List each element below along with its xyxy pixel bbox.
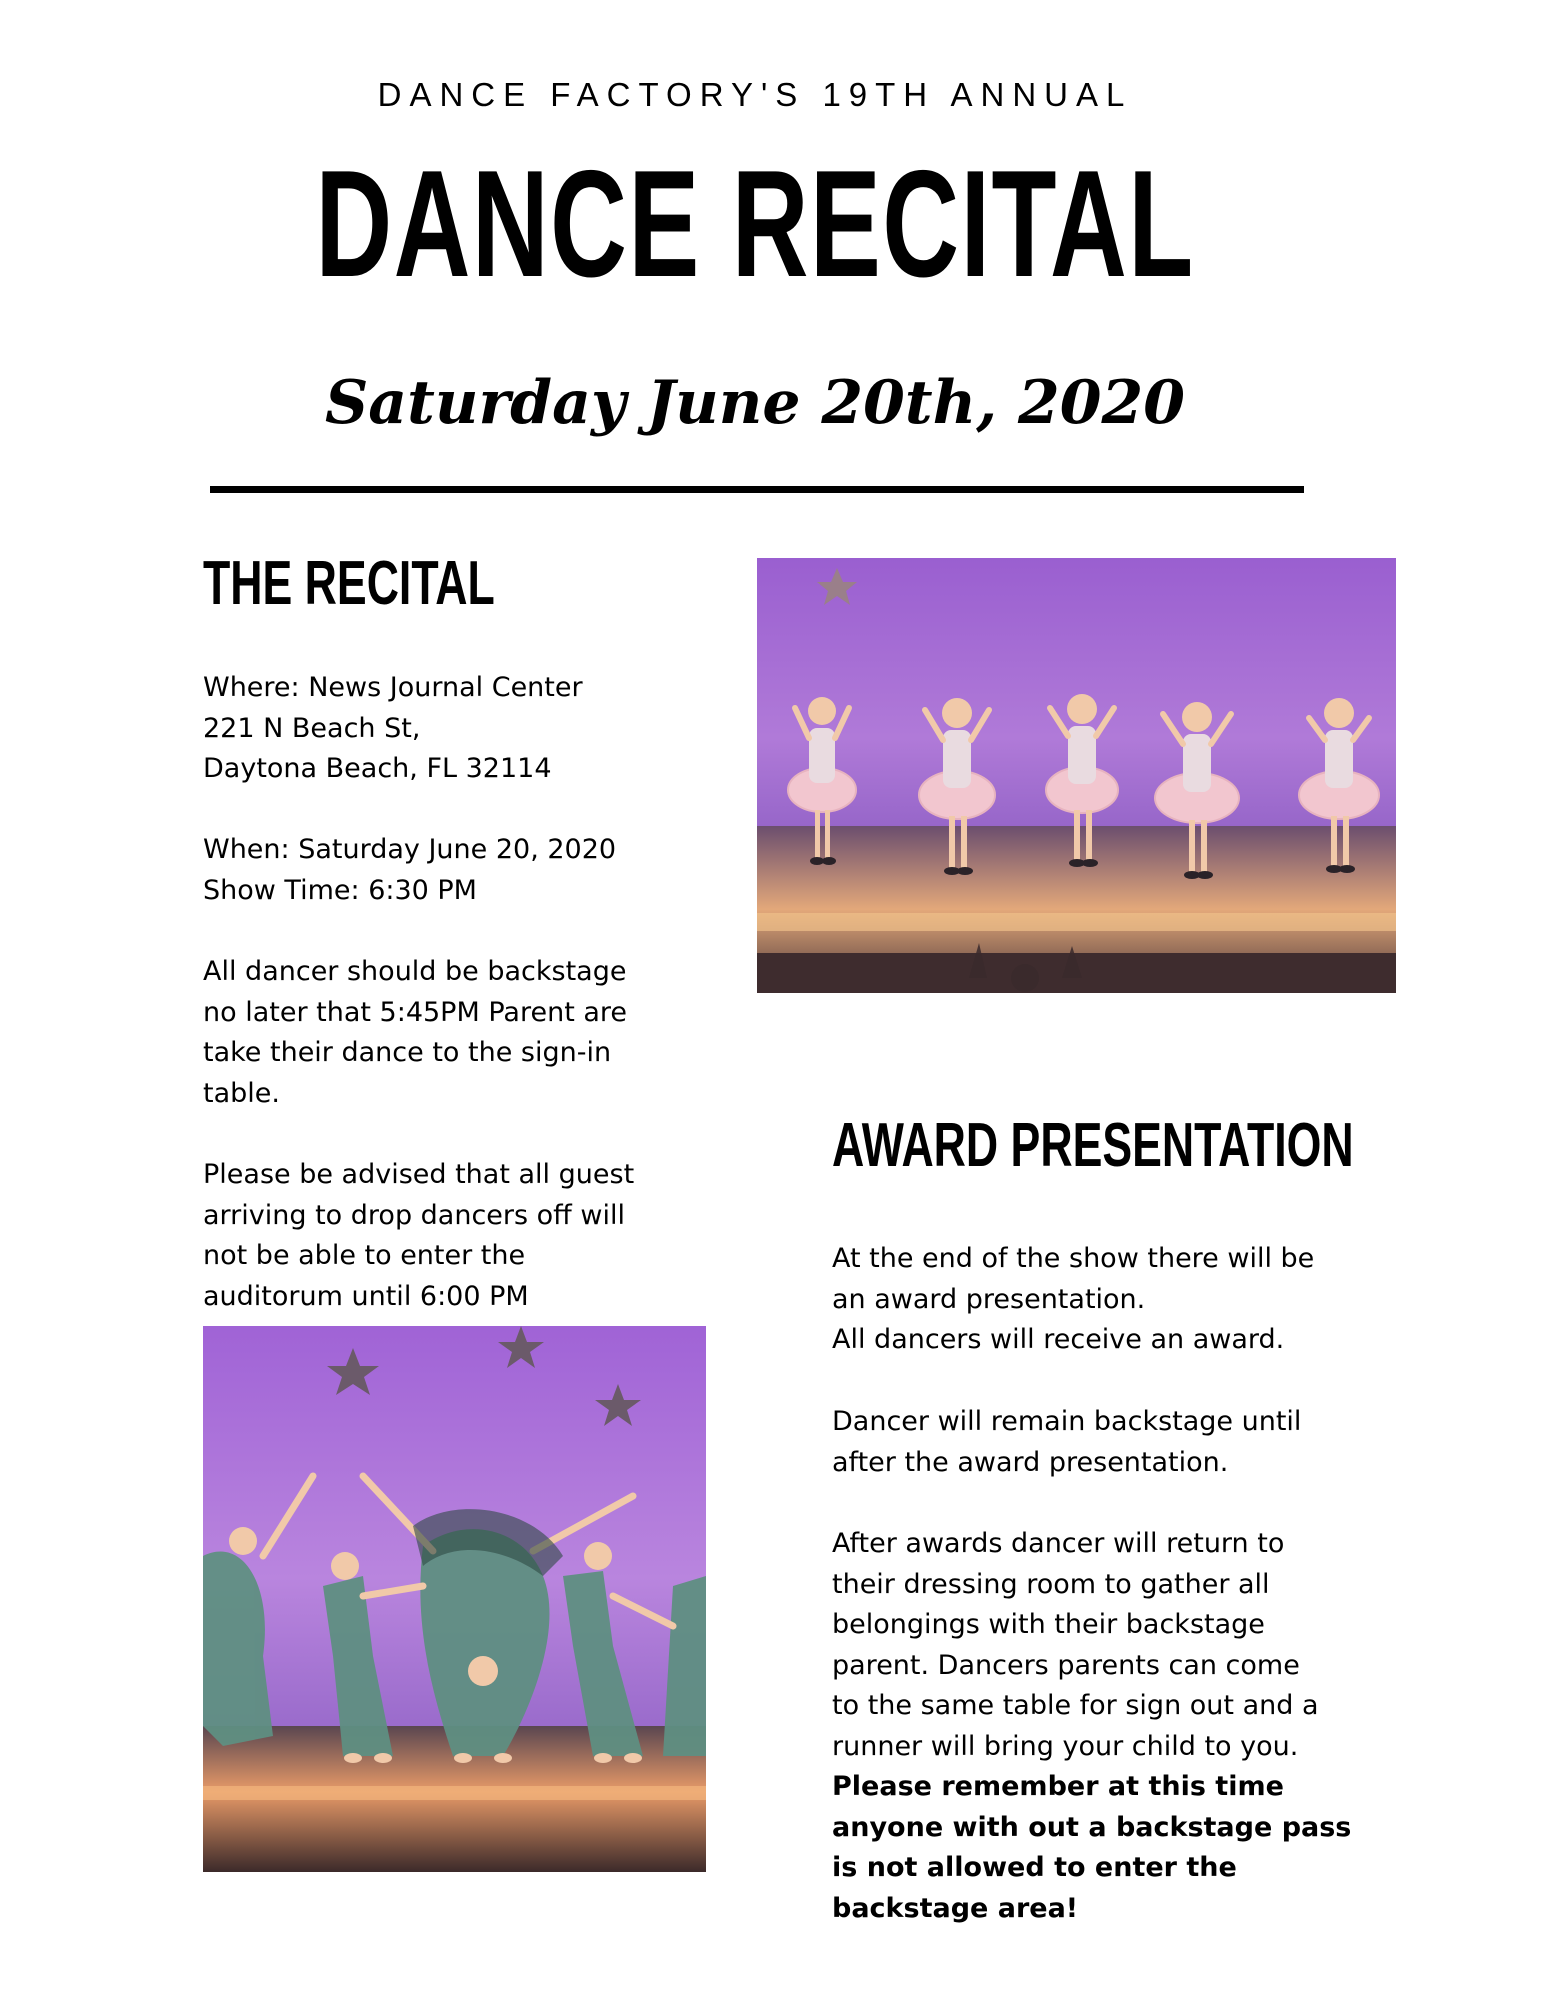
- when-block: [203, 830, 616, 911]
- award-warning-line: is not allowed to enter the: [832, 1852, 1237, 1883]
- award-warning-line: anyone with out a backstage pass: [832, 1811, 1352, 1843]
- award-heading: AWARD PRESENTATION: [832, 1111, 1354, 1180]
- where-line: Where: News Journal Center: [203, 672, 583, 703]
- where-line: 221 N Beach St,: [203, 712, 421, 744]
- recital-heading: THE RECITAL: [203, 549, 495, 618]
- backstage-line: take their dance to the sign-in: [203, 1037, 612, 1068]
- backstage-line: table.: [203, 1077, 280, 1109]
- backstage-block: [203, 952, 627, 1114]
- award-after-line: belongings with their backstage: [832, 1609, 1265, 1640]
- award-intro-line: All dancers will receive an award.: [832, 1324, 1285, 1355]
- when-line: Show Time: 6:30 PM: [203, 874, 477, 906]
- header-eyebrow: DANCE FACTORY'S 19TH ANNUAL: [377, 76, 1133, 113]
- when-line: When: Saturday June 20, 2020: [203, 834, 617, 865]
- award-warning-line: backstage area!: [832, 1892, 1079, 1924]
- award-warning-line: Please remember at this time: [832, 1771, 1284, 1802]
- photo-dancers-green: [203, 1326, 706, 1872]
- advisory-line: not be able to enter the: [203, 1240, 526, 1271]
- page-title: DANCE RECITAL: [315, 139, 1195, 309]
- backstage-line: no later that 5:45PM Parent are: [203, 996, 628, 1028]
- event-date: Saturday June 20th, 2020: [324, 368, 1186, 438]
- award-after-line: After awards dancer will return to: [832, 1528, 1285, 1559]
- award-intro-line: At the end of the show there will be: [832, 1243, 1315, 1274]
- award-remain-line: Dancer will remain backstage until: [832, 1406, 1302, 1437]
- award-after-line: parent. Dancers parents can come: [832, 1649, 1300, 1681]
- award-remain-line: after the award presentation.: [832, 1446, 1229, 1478]
- where-line: Daytona Beach, FL 32114: [203, 753, 552, 784]
- advisory-line: auditorum until 6:00 PM: [203, 1280, 529, 1312]
- award-remain-block: [832, 1402, 1301, 1483]
- award-intro-line: an award presentation.: [832, 1283, 1146, 1315]
- award-after-line: to the same table for sign out and a: [832, 1690, 1319, 1721]
- advisory-line: Please be advised that all guest: [203, 1159, 635, 1190]
- photo-dancers-pink: [757, 558, 1396, 993]
- award-intro-block: [832, 1239, 1314, 1361]
- photo-dancers-pink-image: [757, 558, 1396, 993]
- advisory-line: arriving to drop dancers off will: [203, 1199, 625, 1231]
- advisory-block: [203, 1155, 634, 1317]
- where-block: [203, 668, 583, 790]
- divider-rule: [210, 486, 1304, 493]
- backstage-line: All dancer should be backstage: [203, 956, 627, 987]
- photo-dancers-green-image: [203, 1326, 706, 1872]
- award-after-block: [832, 1524, 1351, 1929]
- award-after-line: their dressing room to gather all: [832, 1568, 1270, 1600]
- award-after-line: runner will bring your child to you.: [832, 1730, 1299, 1762]
